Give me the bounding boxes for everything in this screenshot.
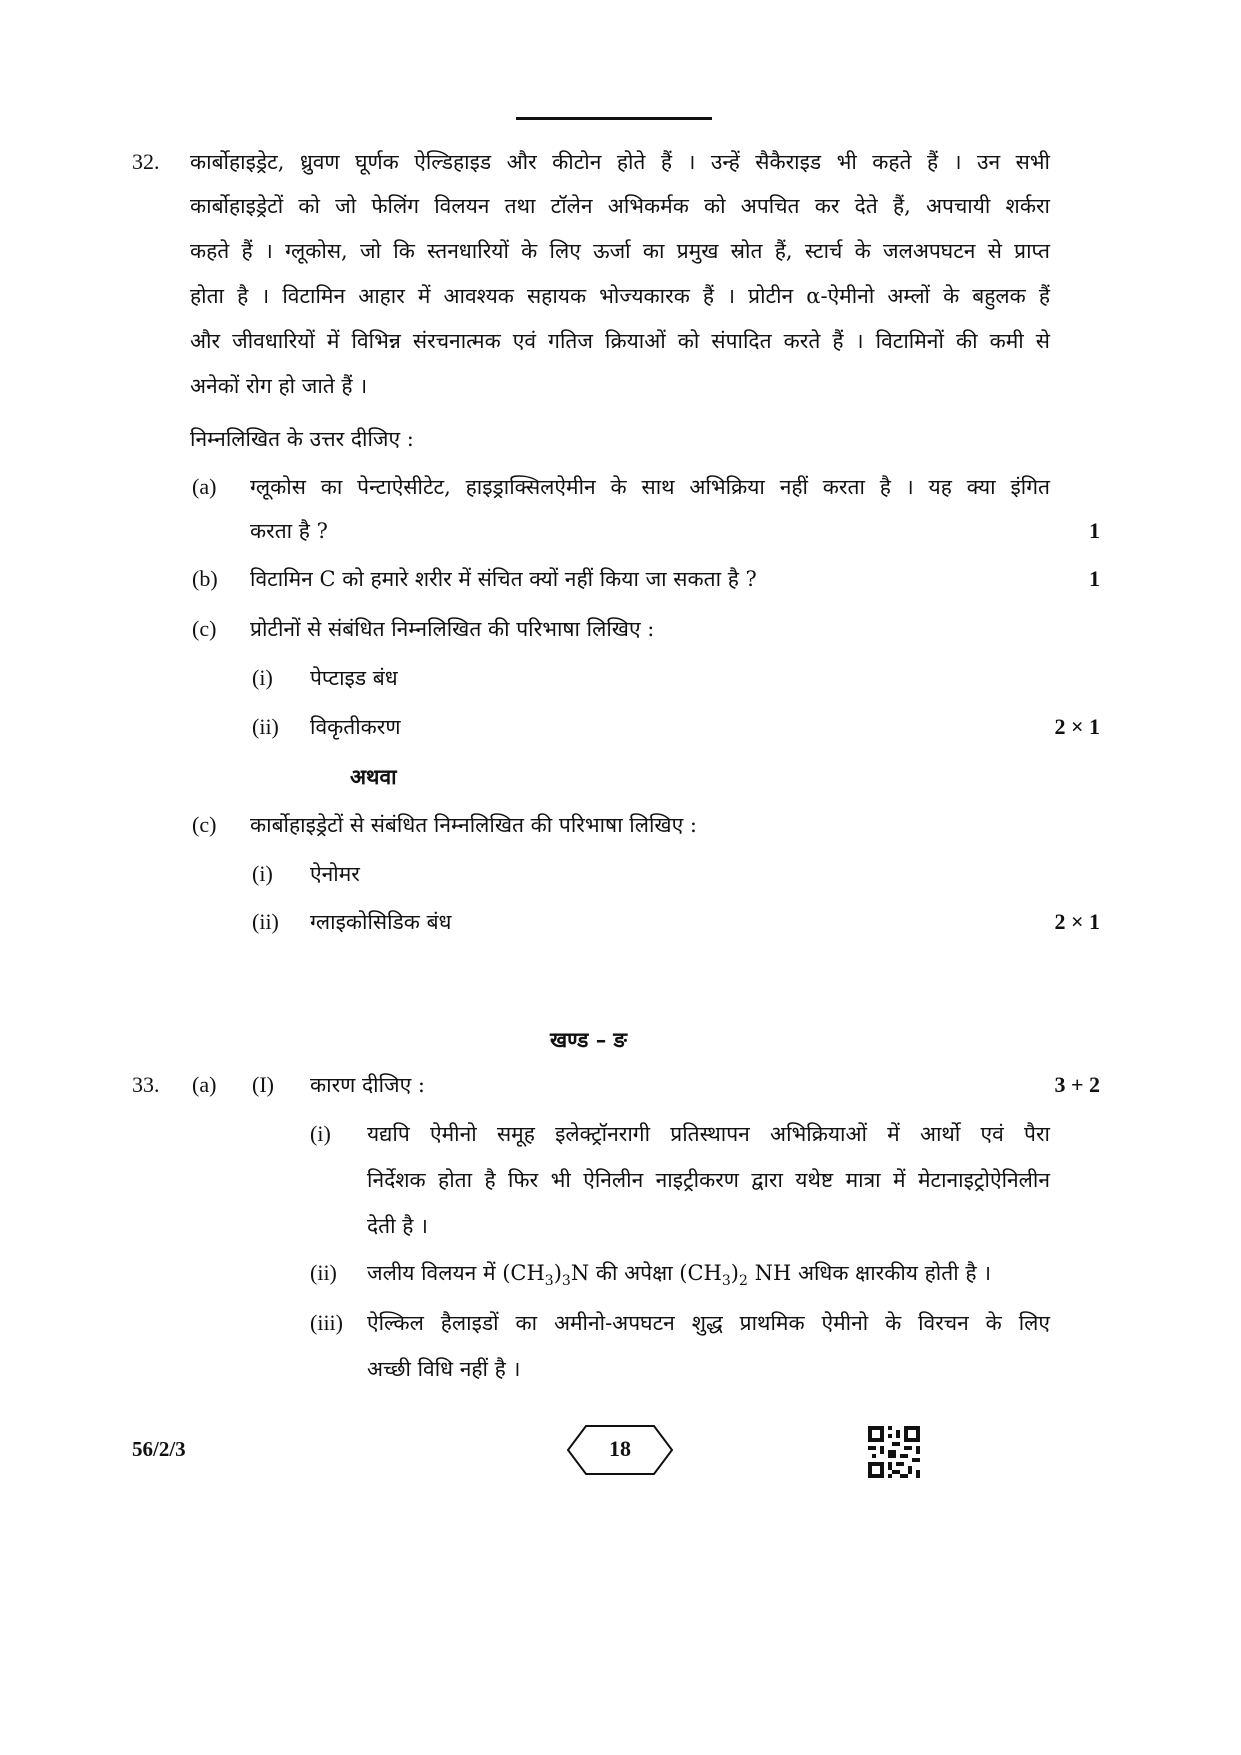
part-c-marks: 2 × 1 [1054, 714, 1100, 739]
part-c-alt-i-label: (i) [252, 861, 273, 886]
subscript: 3 [544, 1273, 554, 1290]
part-a-text: ग्लूकोस का पेन्टाऐसीटेट, हाइड्राक्सिलऐमीन के साथ अभिक्रिया नहीं करता है । यह क्या इंगित [250, 475, 1050, 499]
part-c-alt-marks: 2 × 1 [1054, 909, 1100, 934]
page-number: 18 [609, 1436, 631, 1461]
q33-iii-label: (iii) [310, 1310, 343, 1335]
passage-line: कहते हैं । ग्लूकोस, जो कि स्तनधारियों के लिए ऊर्जा का प्रमुख स्रोत हैं, स्टार्च के जलअपघटन से प्राप्त [190, 239, 1050, 263]
q33-ii-segment: ) [553, 1261, 562, 1285]
q33-ii-text [367, 1258, 991, 1296]
part-c-alt-i-text: ऐनोमर [310, 862, 360, 886]
or-text: अथवा [350, 764, 397, 789]
part-b-text: विटामिन C को हमारे शरीर में संचित क्यों नहीं किया जा सकता है ? [250, 567, 757, 591]
part-c-alt-label: (c) [192, 812, 217, 837]
passage-line: अनेकों रोग हो जाते हैं । [190, 374, 368, 398]
question-33-marks: 3 + 2 [1054, 1072, 1100, 1097]
part-b-label: (b) [192, 566, 218, 591]
part-c-label: (c) [192, 616, 217, 641]
part-c-text: प्रोटीनों से संबंधित निम्नलिखित की परिभाषा लिखिए : [250, 617, 655, 641]
part-c-alt-ii-label: (ii) [252, 909, 279, 934]
subscript: 3 [561, 1273, 571, 1290]
q33-ii-segment: N की अपेक्षा (CH [570, 1261, 722, 1285]
q33-i-text: यद्यपि ऐमीनो समूह इलेक्ट्रॉनरागी प्रतिस्थापन अभिक्रियाओं में आर्थो एवं पैरा [367, 1122, 1050, 1146]
section-heading: खण्ड – ङ [550, 1027, 627, 1052]
q33-ii-label: (ii) [310, 1260, 337, 1285]
part-c-i-text: पेप्टाइड बंध [310, 666, 398, 690]
question-33-number: 33. [132, 1072, 160, 1097]
question-33-a-label: (a) [192, 1072, 217, 1097]
passage-line: कार्बोहाइड्रेट, ध्रुवण घूर्णक ऐल्डिहाइड और कीटोन होते हैं । उन्हें सैकैराइड भी कहते हैं । उन सभी [190, 150, 1050, 174]
passage-line: कार्बोहाइड्रेटों को जो फेलिंग विलयन तथा टॉलेन अभिकर्मक को अपचित कर देते हैं, अपचायी शर्करा [190, 194, 1050, 218]
q33-ii-segment: ) [730, 1261, 739, 1285]
part-a-label: (a) [192, 474, 217, 499]
passage-line: होता है । विटामिन आहार में आवश्यक सहायक भोज्यकारक हैं । प्रोटीन α-ऐमीनो अम्लों के बहुलक हैं [190, 284, 1050, 308]
q33-iii-text-cont: अच्छी विधि नहीं है । [367, 1357, 521, 1381]
q33-ii-segment: NH अधिक क्षारकीय होती है । [747, 1261, 992, 1285]
part-c-ii-text: विकृतीकरण [310, 715, 401, 739]
passage-line: और जीवधारियों में विभिन्न संरचनात्मक एवं गतिज क्रियाओं को संपादित करते हैं । विटामिनों की कमी से [190, 329, 1050, 353]
question-33-I-label: (I) [252, 1072, 274, 1097]
instruction-text: निम्नलिखित के उत्तर दीजिए : [190, 427, 414, 451]
q33-iii-text: ऐल्किल हैलाइडों का अमीनो-अपघटन शुद्ध प्राथमिक ऐमीनो के विरचन के लिए [367, 1311, 1050, 1335]
part-c-i-label: (i) [252, 665, 273, 690]
part-a-text-cont: करता है ? [250, 519, 328, 543]
part-c-alt-ii-text: ग्लाइकोसिडिक बंध [310, 910, 452, 934]
subscript: 3 [721, 1273, 731, 1290]
q33-i-text-end: देती है । [367, 1214, 429, 1238]
q33-ii-segment: जलीय विलयन में (CH [367, 1261, 545, 1285]
top-rule [516, 117, 712, 120]
q33-i-text-cont: निर्देशक होता है फिर भी ऐनिलीन नाइट्रीकरण द्वारा यथेष्ट मात्रा में मेटानाइट्रोऐनिलीन [367, 1168, 1050, 1192]
part-a-marks: 1 [1089, 518, 1100, 543]
part-c-alt-text: कार्बोहाइड्रेटों से संबंधित निम्नलिखित की परिभाषा लिखिए : [250, 813, 697, 837]
page-number-badge [566, 1424, 674, 1476]
q33-i-label: (i) [310, 1121, 331, 1146]
question-32-number: 32. [132, 149, 160, 174]
part-c-ii-label: (ii) [252, 714, 279, 739]
question-32-passage [190, 147, 1050, 401]
paper-code: 56/2/3 [132, 1437, 186, 1461]
part-b-marks: 1 [1089, 566, 1100, 591]
qr-code-icon [868, 1426, 920, 1478]
subscript: 2 [738, 1273, 748, 1290]
question-33-I-text: कारण दीजिए : [310, 1073, 425, 1097]
